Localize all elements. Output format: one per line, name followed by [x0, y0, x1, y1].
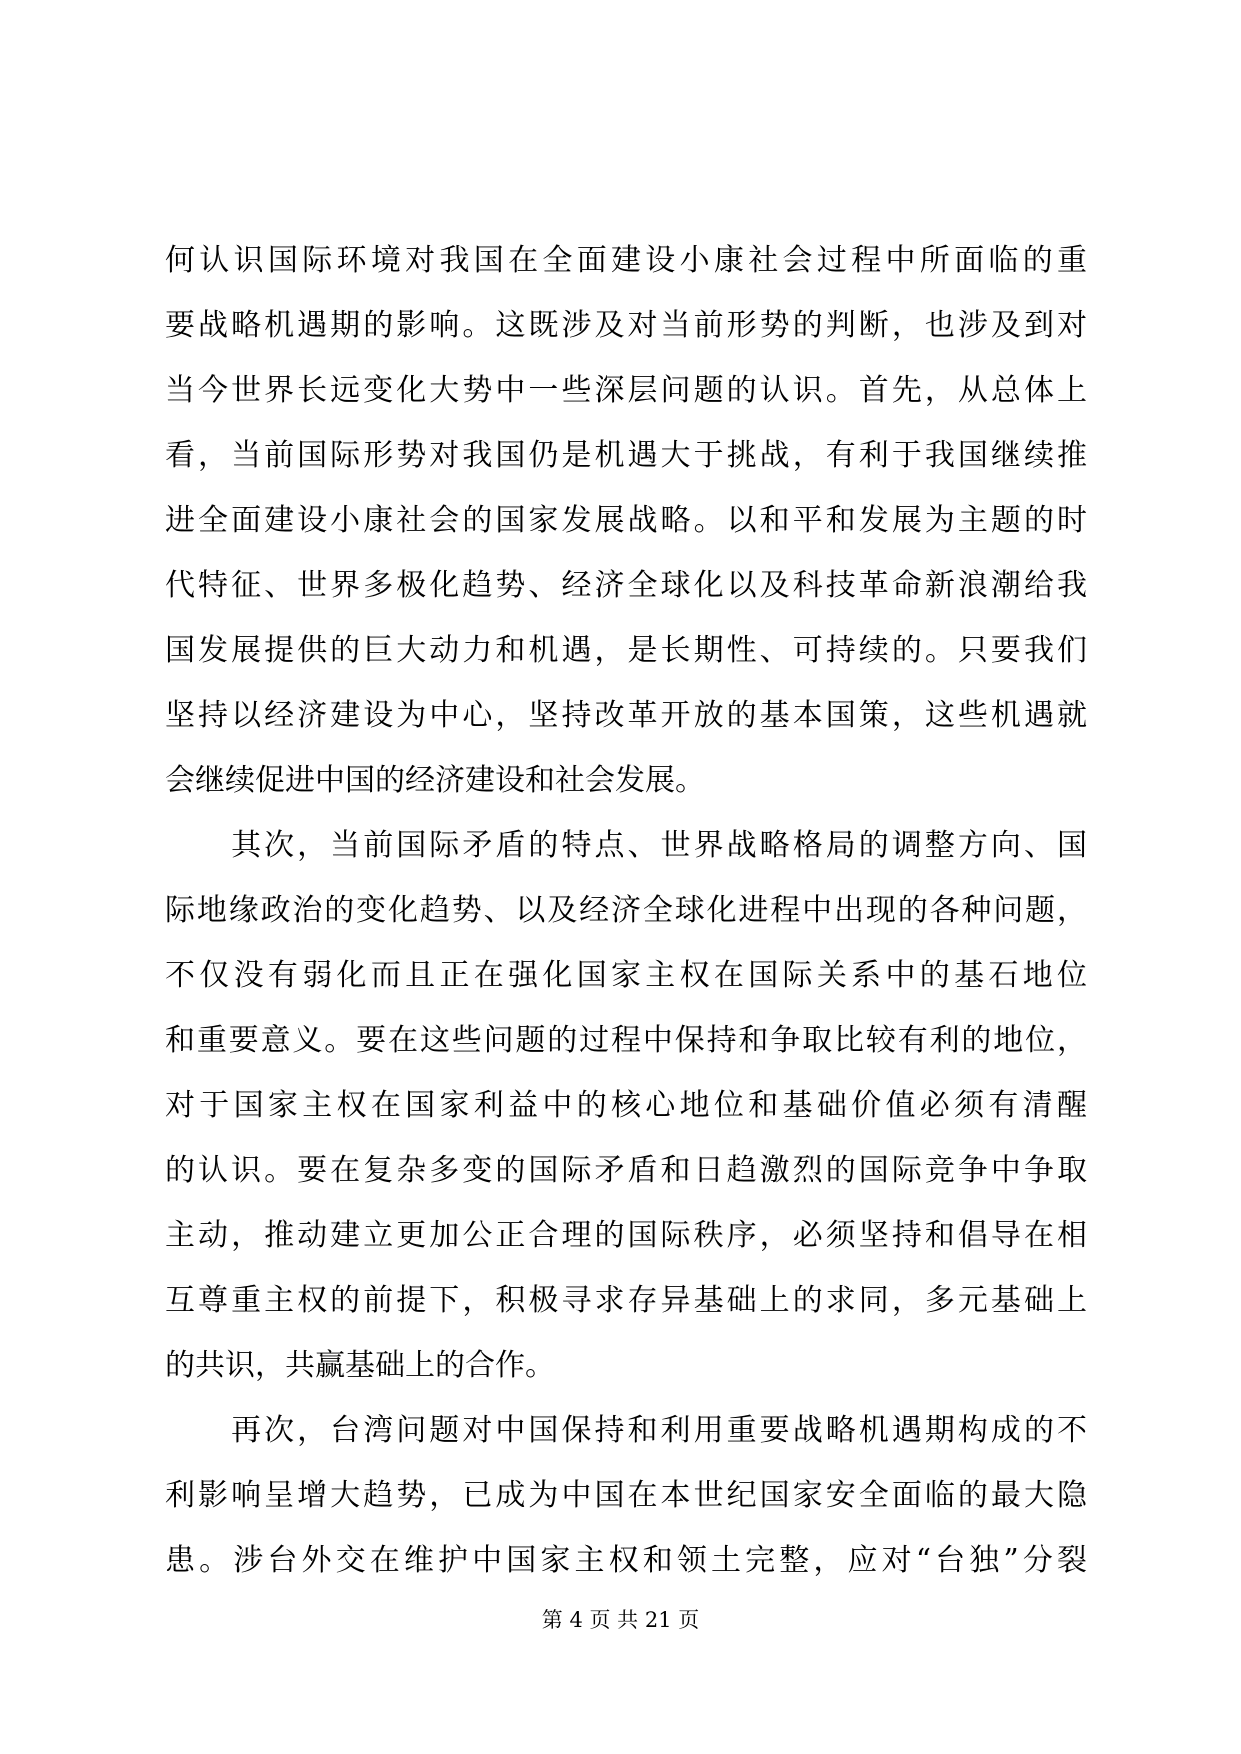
- text-line: 的共识，共赢基础上的合作。: [165, 1348, 555, 1383]
- text-line: 何认识国际环境对我国在全面建设小康社会过程中所面临的重: [165, 243, 1087, 278]
- text-line: 互尊重主权的前提下，积极寻求存异基础上的求同，多元基础上: [165, 1283, 1087, 1318]
- text-line: 坚持以经济建设为中心，坚持改革开放的基本国策，这些机遇就: [165, 698, 1087, 733]
- text-line: 其次，当前国际矛盾的特点、世界战略格局的调整方向、国: [165, 828, 1087, 863]
- text-line: 不仅没有弱化而且正在强化国家主权在国际关系中的基石地位: [165, 958, 1087, 993]
- text-line: 再次，台湾问题对中国保持和利用重要战略机遇期构成的不: [165, 1413, 1087, 1448]
- text-line: 主动，推动建立更加公正合理的国际秩序，必须坚持和倡导在相: [165, 1218, 1087, 1253]
- text-line: 患。涉台外交在维护中国家主权和领土完整，应对“台独”分裂: [165, 1543, 1087, 1578]
- text-line: 当今世界长远变化大势中一些深层问题的认识。首先，从总体上: [165, 373, 1087, 408]
- text-line: 代特征、世界多极化趋势、经济全球化以及科技革命新浪潮给我: [165, 568, 1087, 603]
- text-line: 国发展提供的巨大动力和机遇，是长期性、可持续的。只要我们: [165, 633, 1087, 668]
- page-number-footer: 第 4 页 共 21 页: [541, 1608, 700, 1632]
- text-line: 看，当前国际形势对我国仍是机遇大于挑战，有利于我国继续推: [165, 438, 1087, 473]
- text-line: 和重要意义。要在这些问题的过程中保持和争取比较有利的地位，: [165, 1023, 1087, 1058]
- text-line: 对于国家主权在国家利益中的核心地位和基础价值必须有清醒: [165, 1088, 1087, 1123]
- text-line: 要战略机遇期的影响。这既涉及对当前形势的判断，也涉及到对: [165, 308, 1087, 343]
- text-line: 会继续促进中国的经济建设和社会发展。: [165, 763, 705, 798]
- text-line: 进全面建设小康社会的国家发展战略。以和平和发展为主题的时: [165, 503, 1087, 538]
- text-line: 利影响呈增大趋势，已成为中国在本世纪国家安全面临的最大隐: [165, 1478, 1087, 1513]
- text-line: 的认识。要在复杂多变的国际矛盾和日趋激烈的国际竞争中争取: [165, 1153, 1087, 1188]
- body-text: [165, 228, 1087, 1593]
- text-line: 际地缘政治的变化趋势、以及经济全球化进程中出现的各种问题，: [165, 893, 1087, 928]
